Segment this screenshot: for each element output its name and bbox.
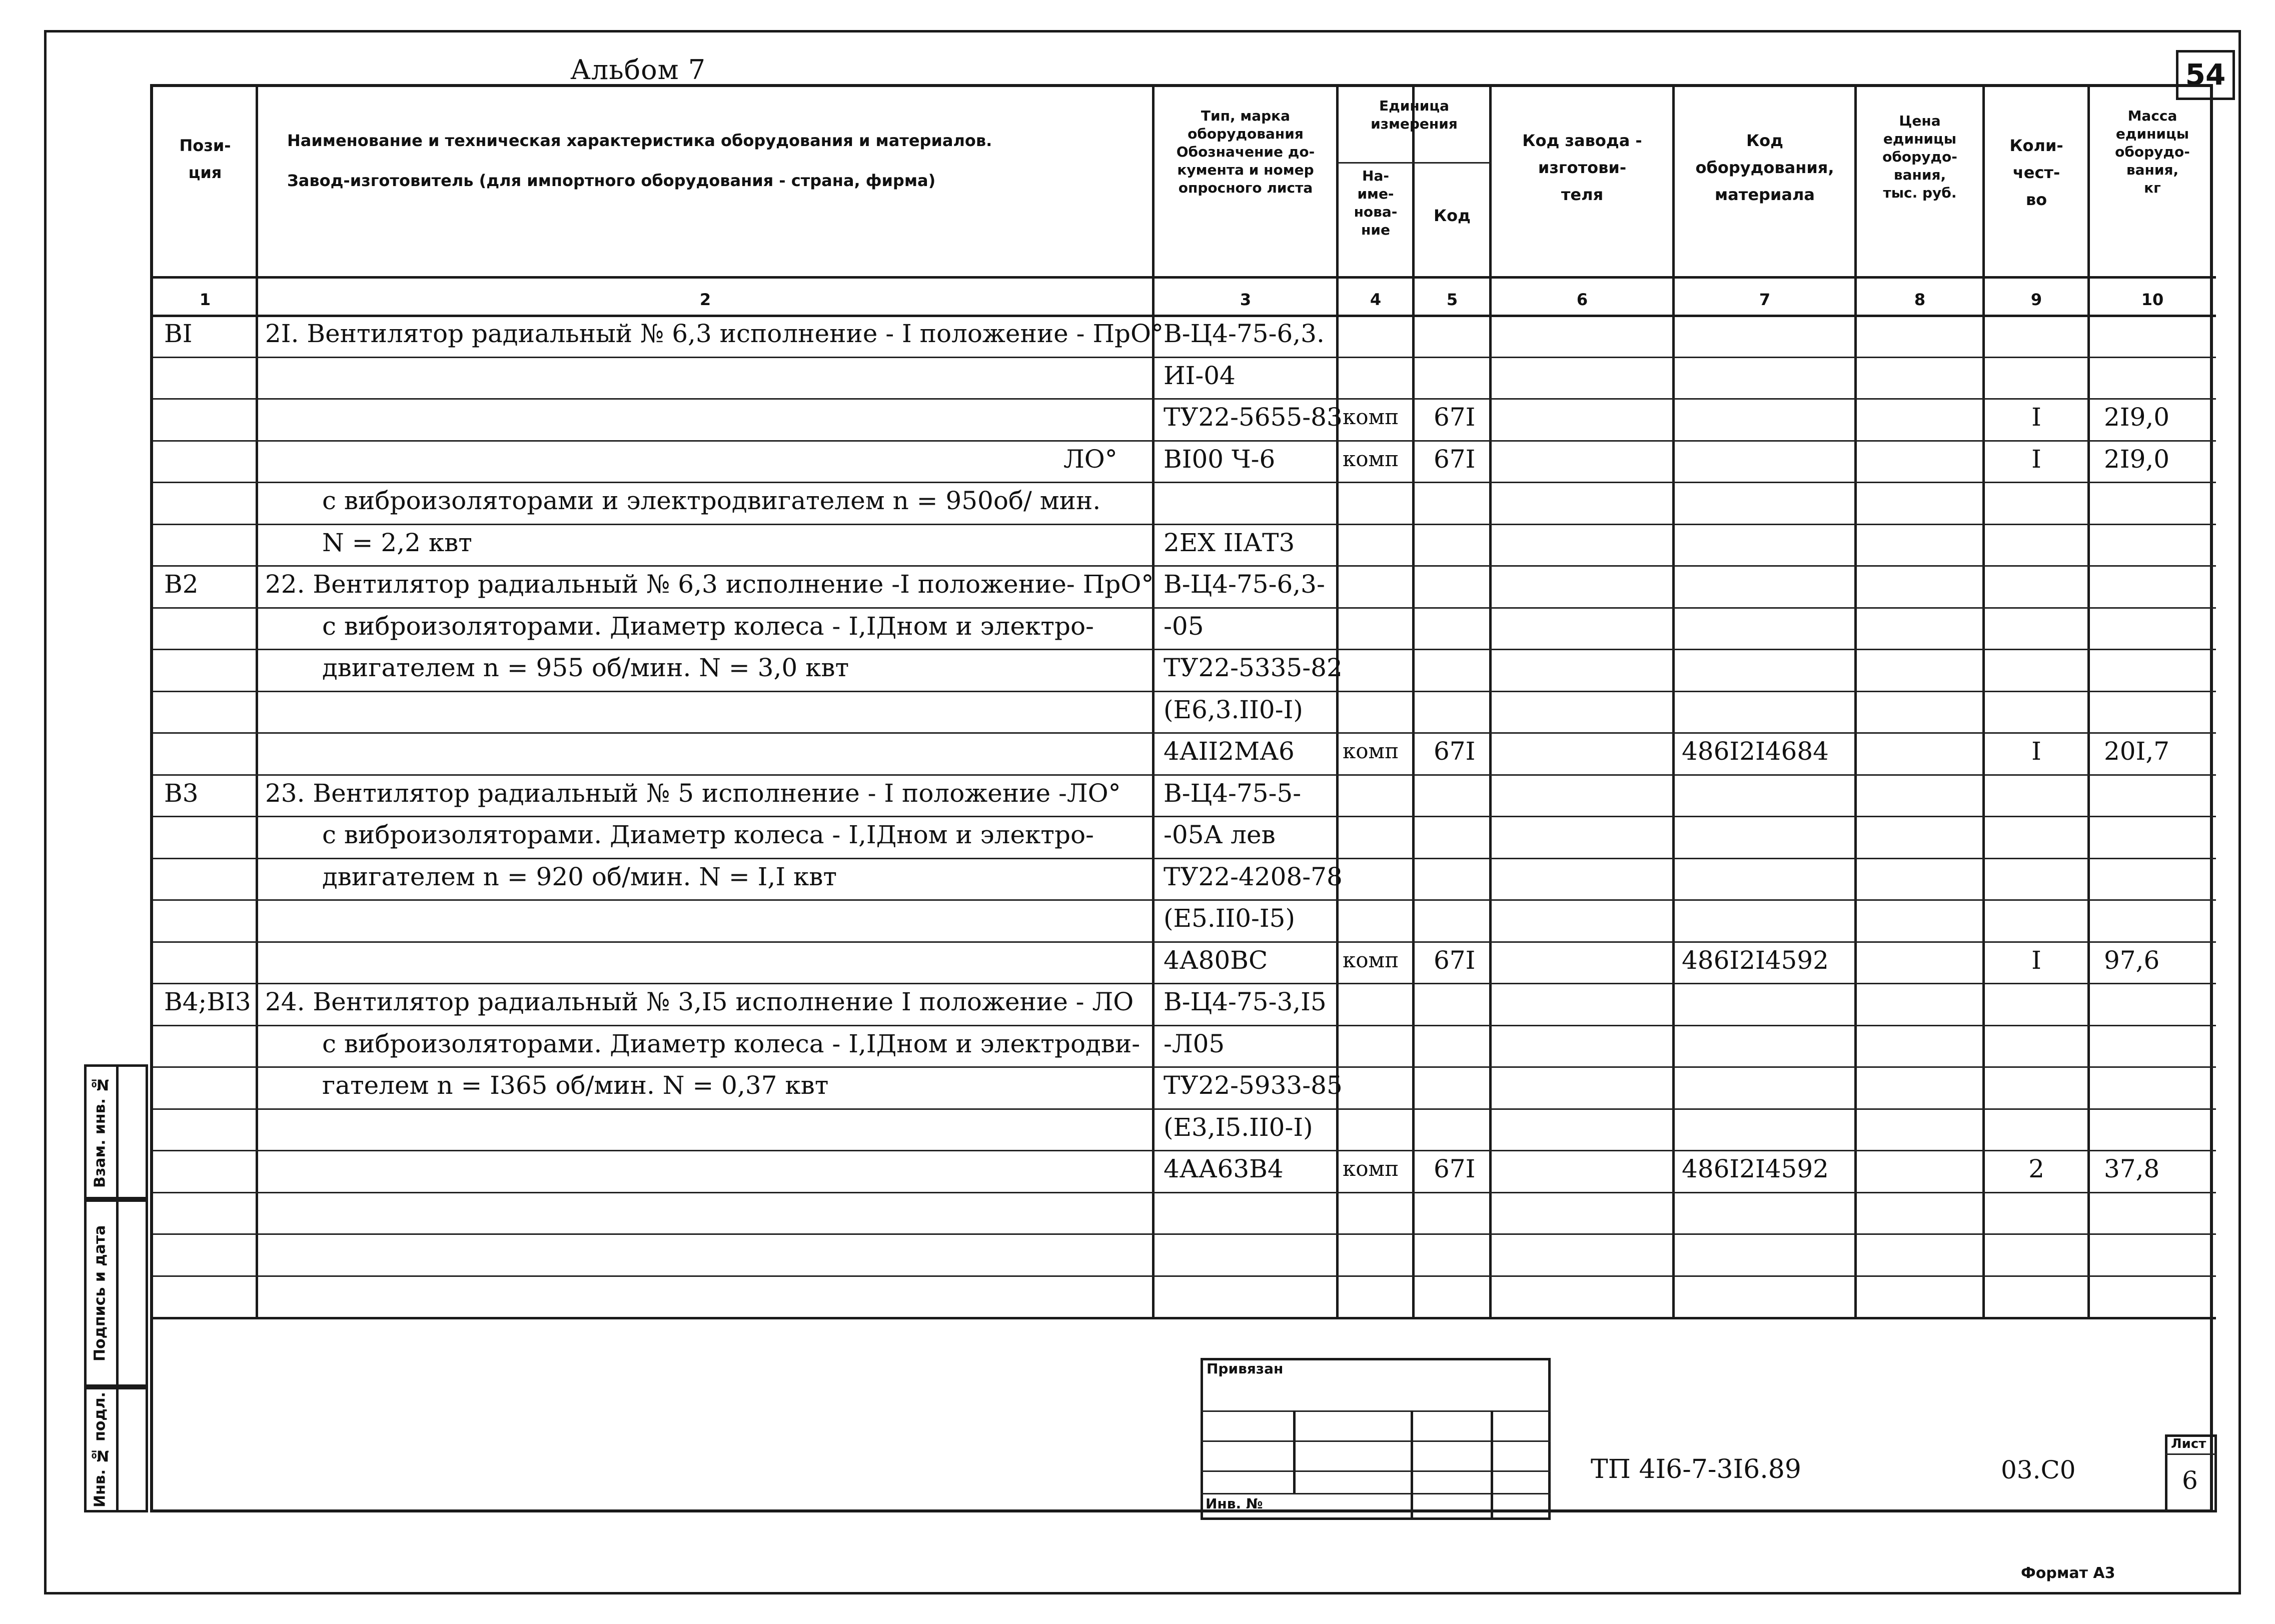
cell-type: 2ЕХ IIАТ3 — [1164, 528, 1295, 557]
header-factory-code-line: изготови- — [1538, 158, 1627, 177]
cell-name: 24. Вентилятор радиальный № 3,I5 исполнение I положение - ЛО — [265, 987, 1134, 1016]
stamp-line — [1201, 1410, 1551, 1412]
cell-quantity: 2 — [2028, 1154, 2044, 1183]
header-unit-name-line: име- — [1357, 186, 1394, 202]
cell-type: ИI-04 — [1164, 361, 1236, 390]
cell-type: ТУ22-5655-83 — [1164, 403, 1343, 432]
header-mass-line: Масса — [2127, 108, 2177, 124]
header-price-line: единицы — [1883, 131, 1957, 147]
cell-unit-code: 67I — [1434, 945, 1476, 975]
column-line — [1982, 87, 1985, 1317]
header-price-line: оборудо- — [1882, 149, 1957, 165]
column-number: 8 — [1914, 290, 1926, 309]
header-unit — [1338, 97, 1491, 133]
cell-unit-code: 67I — [1434, 737, 1476, 766]
header-factory-code-line: Код завода - — [1522, 131, 1642, 150]
cell-name: двигателем n = 955 об/мин. N = 3,0 квт — [322, 653, 849, 682]
cell-name-suffix: ЛО° — [1063, 444, 1117, 474]
header-mass-line: кг — [2144, 180, 2161, 196]
column-number: 2 — [699, 290, 711, 309]
cell-type: 4АII2МА6 — [1164, 737, 1295, 766]
header-mass-line: оборудо- — [2115, 144, 2190, 160]
cell-unit: комп — [1343, 947, 1399, 972]
column-line — [1412, 87, 1415, 1317]
column-line — [256, 87, 258, 1317]
cell-type: -Л05 — [1164, 1029, 1225, 1058]
header-unit-line: измерения — [1371, 116, 1458, 132]
header-position-line: Пози- — [179, 136, 231, 155]
stamp-inv-no: Инв. № — [1206, 1495, 1263, 1512]
side-label-inv: Инв. № подл. — [91, 1391, 109, 1508]
header-price-line: тыс. руб. — [1883, 185, 1957, 201]
column-line — [1672, 87, 1675, 1317]
header-unit-name-line: ние — [1361, 222, 1390, 238]
column-line — [1152, 87, 1155, 1317]
header-quantity-line: Коли- — [2009, 136, 2063, 155]
cell-name: с виброизоляторами. Диаметр колеса - I,IДном и электродви- — [322, 1029, 1141, 1058]
album-title: Альбом 7 — [570, 54, 706, 86]
page-number: 54 — [2176, 50, 2235, 100]
stamp-line — [1201, 1440, 1551, 1442]
unit-subheader-line — [1338, 162, 1491, 164]
cell-name: с виброизоляторами. Диаметр колеса - I,IДном и электро- — [322, 611, 1094, 641]
header-price-line: Цена — [1899, 113, 1941, 129]
cell-type: ТУ22-4208-78 — [1164, 862, 1343, 891]
cell-name: 22. Вентилятор радиальный № 6,3 исполнение -I положение- ПрО° — [265, 570, 1154, 599]
header-type-line: Обозначение до- — [1176, 144, 1315, 160]
header-equipment-code-line: материала — [1715, 185, 1815, 204]
header-unit-code: Код — [1434, 206, 1471, 225]
row-line — [153, 1192, 2216, 1193]
row-line — [153, 1275, 2216, 1277]
cell-name: с виброизоляторами и электродвигателем n = 950об/ мин. — [322, 486, 1101, 515]
cell-mass: 20I,7 — [2104, 737, 2170, 766]
cell-unit-code: 67I — [1434, 444, 1476, 474]
cell-type: ТУ22-5933-85 — [1164, 1071, 1343, 1100]
cell-name: двигателем n = 920 об/мин. N = I,I квт — [322, 862, 837, 891]
stamp-privyazan: Привязан — [1207, 1360, 1284, 1377]
header-quantity-line: чест- — [2012, 163, 2060, 182]
cell-equipment-code: 486I2I4592 — [1682, 945, 1829, 975]
header-position — [153, 132, 257, 186]
cell-position: B4;BI3 — [164, 987, 251, 1016]
header-unit-line: Единица — [1379, 98, 1449, 114]
cell-unit: комп — [1343, 1156, 1399, 1181]
header-type-line: кумента и номер — [1177, 162, 1314, 178]
document-code-suffix: 03.С0 — [2001, 1455, 2076, 1484]
cell-type: В-Ц4-75-3,I5 — [1164, 987, 1327, 1016]
cell-position: B3 — [164, 778, 199, 808]
header-mass-line: единицы — [2115, 126, 2189, 142]
cell-mass: 97,6 — [2104, 945, 2160, 975]
side-label-vzam: Взам. инв. № — [91, 1075, 109, 1188]
cell-name: 2I. Вентилятор радиальный № 6,3 исполнение - I положение - ПрО° — [265, 319, 1164, 348]
cell-name: с виброизоляторами. Диаметр колеса - I,IДном и электро- — [322, 820, 1094, 849]
stamp-vline — [1491, 1410, 1493, 1520]
cell-quantity: I — [2031, 737, 2041, 766]
cell-type: ТУ22-5335-82 — [1164, 653, 1343, 682]
spec-table — [150, 84, 2213, 1512]
side-label-podpis: Подпись и дата — [91, 1225, 109, 1361]
header-equipment-code-line: Код — [1746, 131, 1783, 150]
header-quantity — [1984, 132, 2089, 213]
stamp-vline — [1411, 1410, 1413, 1520]
cell-unit: комп — [1343, 739, 1399, 763]
header-type-line: опросного листа — [1178, 180, 1313, 196]
cell-mass: 2I9,0 — [2104, 444, 2170, 474]
header-factory-code — [1491, 127, 1674, 208]
column-number: 5 — [1446, 290, 1458, 309]
header-type-line: оборудования — [1188, 126, 1304, 142]
cell-quantity: I — [2031, 444, 2041, 474]
cell-type: 4А80ВС — [1164, 945, 1268, 975]
header-unit-name-line: На- — [1362, 168, 1389, 184]
header-factory-code-line: теля — [1561, 185, 1604, 204]
sheet-label: Лист — [2171, 1436, 2206, 1451]
side-divider — [116, 1064, 119, 1512]
column-number: 4 — [1370, 290, 1382, 309]
header-bottom-line — [153, 276, 2216, 279]
cell-position: B2 — [164, 570, 199, 599]
cell-quantity: I — [2031, 945, 2041, 975]
cell-type: В-Ц4-75-5- — [1164, 778, 1302, 808]
cell-name: N = 2,2 квт — [322, 528, 472, 557]
cell-type: -05А лев — [1164, 820, 1276, 849]
column-number: 9 — [2030, 290, 2042, 309]
sheet-number: 6 — [2182, 1466, 2198, 1495]
format-label: Формат А3 — [2021, 1564, 2115, 1582]
document-code: ТП 4I6-7-3I6.89 — [1591, 1454, 1801, 1484]
cell-quantity: I — [2031, 403, 2041, 432]
header-quantity-line: во — [2025, 190, 2047, 209]
cell-unit: комп — [1343, 405, 1399, 429]
cell-type: BI00 Ч-6 — [1164, 444, 1276, 474]
cell-unit: комп — [1343, 446, 1399, 471]
column-number: 7 — [1759, 290, 1771, 309]
cell-mass: 2I9,0 — [2104, 403, 2170, 432]
cell-type: 4АА63В4 — [1164, 1154, 1284, 1183]
column-line — [1489, 87, 1492, 1317]
header-position-line: ция — [188, 163, 222, 182]
cell-type: В-Ц4-75-6,3. — [1164, 319, 1325, 348]
cell-type: -05 — [1164, 611, 1204, 641]
column-number: 6 — [1576, 290, 1588, 309]
header-mass — [2089, 107, 2216, 197]
header-mass-line: вания, — [2126, 162, 2179, 178]
column-line — [1854, 87, 1857, 1317]
stamp-line — [1201, 1470, 1551, 1472]
column-number: 10 — [2141, 290, 2164, 309]
sheet-box-line — [2165, 1453, 2217, 1455]
cell-type: В-Ц4-75-6,3- — [1164, 570, 1325, 599]
header-price-line: вания, — [1893, 167, 1946, 183]
cell-type: (Е3,I5.II0-I) — [1164, 1112, 1313, 1142]
header-price — [1856, 112, 1984, 202]
header-type — [1154, 107, 1338, 197]
cell-name: 23. Вентилятор радиальный № 5 исполнение - I положение -ЛО° — [265, 778, 1121, 808]
stamp-line — [1201, 1493, 1551, 1494]
header-type-line: Тип, марка — [1201, 108, 1291, 124]
cell-name: гателем n = I365 об/мин. N = 0,37 квт — [322, 1071, 829, 1100]
cell-type: (Е5.II0-I5) — [1164, 904, 1295, 933]
column-number: 1 — [199, 290, 211, 309]
header-equipment-code-line: оборудования, — [1695, 158, 1834, 177]
cell-mass: 37,8 — [2104, 1154, 2160, 1183]
cell-unit-code: 67I — [1434, 403, 1476, 432]
header-name-line2: Завод-изготовитель (для импортного оборудования - страна, фирма) — [287, 171, 936, 190]
column-line — [1336, 87, 1339, 1317]
header-equipment-code — [1674, 127, 1856, 208]
header-name-line1: Наименование и техническая характеристика оборудования и материалов. — [287, 131, 992, 150]
cell-unit-code: 67I — [1434, 1154, 1476, 1183]
cell-position: BI — [164, 319, 193, 348]
header-unit-name — [1338, 167, 1414, 239]
column-number: 3 — [1240, 290, 1252, 309]
row-line — [153, 1233, 2216, 1235]
row-line — [153, 1317, 2216, 1319]
stamp-vline — [1293, 1410, 1296, 1493]
column-line — [2087, 87, 2090, 1317]
header-unit-name-line: нова- — [1354, 204, 1398, 220]
cell-equipment-code: 486I2I4592 — [1682, 1154, 1829, 1183]
cell-type: (Е6,3.II0-I) — [1164, 695, 1303, 724]
cell-equipment-code: 486I2I4684 — [1682, 737, 1829, 766]
